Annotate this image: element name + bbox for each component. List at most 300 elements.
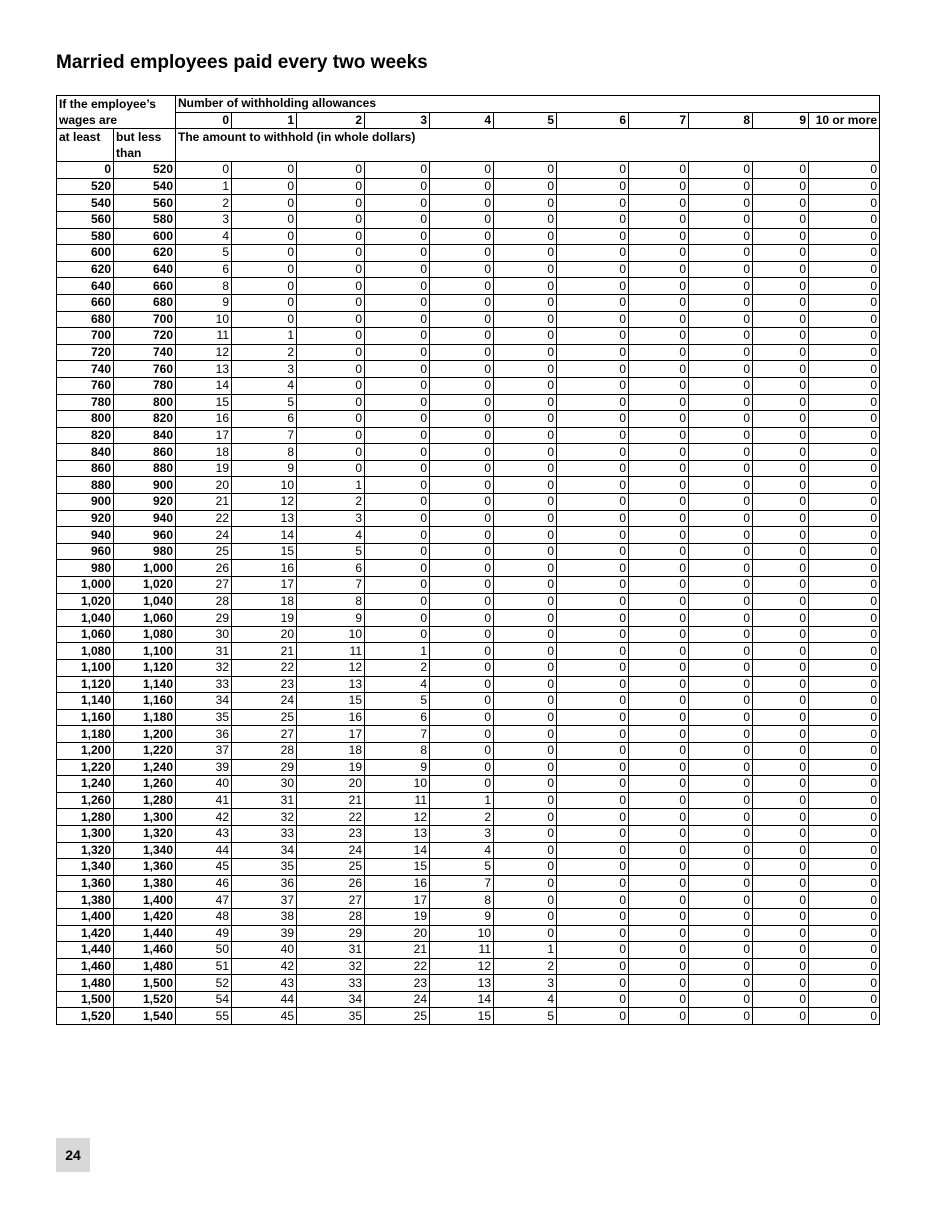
withholding-amount: 38 [232, 908, 297, 925]
withholding-amount: 0 [297, 411, 365, 428]
withholding-amount: 0 [297, 344, 365, 361]
withholding-amount: 0 [809, 494, 880, 511]
withholding-amount: 5 [297, 543, 365, 560]
withholding-amount: 0 [753, 494, 809, 511]
withholding-amount: 8 [297, 593, 365, 610]
wage-at-least: 560 [57, 211, 114, 228]
withholding-amount: 0 [557, 626, 629, 643]
table-row [57, 958, 880, 975]
withholding-amount: 0 [494, 494, 557, 511]
withholding-amount: 0 [753, 245, 809, 262]
withholding-amount: 26 [176, 560, 232, 577]
withholding-amount: 0 [430, 494, 494, 511]
withholding-amount: 27 [176, 577, 232, 594]
withholding-amount: 11 [365, 792, 430, 809]
table-row [57, 709, 880, 726]
withholding-amount: 8 [430, 892, 494, 909]
withholding-amount: 0 [557, 593, 629, 610]
withholding-amount: 0 [753, 294, 809, 311]
withholding-amount: 0 [629, 709, 689, 726]
withholding-amount: 0 [753, 261, 809, 278]
withholding-amount: 0 [557, 361, 629, 378]
table-row [57, 577, 880, 594]
withholding-amount: 0 [494, 261, 557, 278]
withholding-amount: 0 [430, 726, 494, 743]
withholding-amount: 4 [176, 228, 232, 245]
withholding-amount: 0 [232, 294, 297, 311]
withholding-amount: 23 [297, 825, 365, 842]
withholding-amount: 0 [365, 477, 430, 494]
withholding-amount: 0 [494, 842, 557, 859]
withholding-amount: 18 [176, 444, 232, 461]
table-row [57, 444, 880, 461]
withholding-amount: 8 [176, 278, 232, 295]
withholding-amount: 27 [297, 892, 365, 909]
withholding-amount: 0 [629, 328, 689, 345]
withholding-amount: 15 [176, 394, 232, 411]
withholding-amount: 0 [430, 211, 494, 228]
withholding-amount: 0 [753, 411, 809, 428]
withholding-amount: 0 [753, 460, 809, 477]
withholding-amount: 0 [809, 344, 880, 361]
wage-at-least: 780 [57, 394, 114, 411]
withholding-amount: 32 [297, 958, 365, 975]
table-row [57, 925, 880, 942]
withholding-amount: 0 [753, 643, 809, 660]
withholding-amount: 0 [629, 875, 689, 892]
withholding-amount: 0 [494, 394, 557, 411]
wage-but-less-than: 1,500 [114, 975, 176, 992]
withholding-amount: 0 [297, 460, 365, 477]
withholding-amount: 0 [689, 842, 753, 859]
withholding-amount: 0 [809, 294, 880, 311]
withholding-amount: 9 [430, 908, 494, 925]
withholding-amount: 3 [176, 211, 232, 228]
withholding-amount: 0 [297, 245, 365, 262]
withholding-amount: 0 [297, 328, 365, 345]
withholding-amount: 0 [557, 494, 629, 511]
withholding-amount: 0 [809, 593, 880, 610]
withholding-amount: 0 [809, 195, 880, 212]
withholding-amount: 0 [689, 543, 753, 560]
withholding-amount: 0 [753, 377, 809, 394]
withholding-amount: 0 [809, 942, 880, 959]
wage-but-less-than: 580 [114, 211, 176, 228]
withholding-amount: 6 [232, 411, 297, 428]
table-row [57, 162, 880, 179]
wage-at-least: 600 [57, 245, 114, 262]
withholding-amount: 0 [557, 162, 629, 179]
withholding-amount: 6 [176, 261, 232, 278]
withholding-amount: 0 [753, 859, 809, 876]
withholding-amount: 36 [232, 875, 297, 892]
withholding-amount: 0 [629, 560, 689, 577]
withholding-amount: 0 [809, 543, 880, 560]
withholding-amount: 0 [494, 875, 557, 892]
withholding-amount: 0 [629, 942, 689, 959]
table-row [57, 328, 880, 345]
wage-but-less-than: 1,220 [114, 742, 176, 759]
withholding-amount: 0 [494, 411, 557, 428]
withholding-amount: 23 [232, 676, 297, 693]
withholding-amount: 0 [430, 294, 494, 311]
withholding-amount: 31 [232, 792, 297, 809]
withholding-amount: 42 [176, 809, 232, 826]
withholding-amount: 0 [753, 610, 809, 627]
table-row [57, 261, 880, 278]
wage-but-less-than: 1,380 [114, 875, 176, 892]
withholding-amount: 3 [297, 510, 365, 527]
withholding-amount: 21 [232, 643, 297, 660]
withholding-amount: 0 [494, 709, 557, 726]
wage-at-least: 720 [57, 344, 114, 361]
withholding-amount: 2 [430, 809, 494, 826]
withholding-amount: 25 [232, 709, 297, 726]
withholding-amount: 0 [629, 792, 689, 809]
withholding-amount: 0 [629, 925, 689, 942]
wage-at-least: 1,360 [57, 875, 114, 892]
withholding-amount: 0 [494, 792, 557, 809]
wage-at-least: 1,120 [57, 676, 114, 693]
withholding-amount: 2 [365, 660, 430, 677]
withholding-amount: 0 [494, 577, 557, 594]
withholding-amount: 0 [809, 610, 880, 627]
withholding-amount: 0 [753, 925, 809, 942]
withholding-amount: 0 [809, 510, 880, 527]
withholding-amount: 0 [689, 792, 753, 809]
withholding-amount: 0 [689, 195, 753, 212]
withholding-amount: 14 [430, 991, 494, 1008]
withholding-amount: 0 [430, 759, 494, 776]
withholding-amount: 28 [232, 742, 297, 759]
withholding-amount: 0 [557, 228, 629, 245]
withholding-amount: 9 [365, 759, 430, 776]
withholding-amount: 0 [365, 311, 430, 328]
withholding-amount: 0 [557, 660, 629, 677]
withholding-amount: 0 [753, 278, 809, 295]
withholding-amount: 14 [365, 842, 430, 859]
withholding-amount: 0 [753, 178, 809, 195]
withholding-amount: 22 [232, 660, 297, 677]
withholding-amount: 0 [365, 344, 430, 361]
table-row [57, 742, 880, 759]
withholding-amount: 0 [689, 660, 753, 677]
withholding-amount: 0 [629, 809, 689, 826]
withholding-amount: 17 [297, 726, 365, 743]
withholding-amount: 0 [232, 195, 297, 212]
withholding-amount: 23 [365, 975, 430, 992]
wage-at-least: 1,420 [57, 925, 114, 942]
withholding-amount: 13 [297, 676, 365, 693]
allowance-column-header: 9 [753, 112, 809, 129]
withholding-amount: 0 [365, 444, 430, 461]
withholding-amount: 0 [297, 211, 365, 228]
withholding-amount: 0 [689, 709, 753, 726]
withholding-amount: 17 [232, 577, 297, 594]
allowance-column-header: 3 [365, 112, 430, 129]
withholding-amount: 0 [232, 228, 297, 245]
withholding-amount: 22 [297, 809, 365, 826]
table-row [57, 543, 880, 560]
allowance-column-header: 5 [494, 112, 557, 129]
table-row [57, 361, 880, 378]
wage-at-least: 1,400 [57, 908, 114, 925]
withholding-amount: 0 [494, 726, 557, 743]
withholding-amount: 0 [629, 643, 689, 660]
withholding-amount: 0 [494, 660, 557, 677]
wage-but-less-than: 1,160 [114, 693, 176, 710]
wage-but-less-than: 660 [114, 278, 176, 295]
withholding-amount: 0 [689, 726, 753, 743]
withholding-amount: 11 [430, 942, 494, 959]
withholding-amount: 0 [365, 178, 430, 195]
table-row [57, 294, 880, 311]
withholding-amount: 0 [753, 477, 809, 494]
withholding-amount: 0 [689, 577, 753, 594]
withholding-amount: 43 [176, 825, 232, 842]
withholding-amount: 0 [232, 245, 297, 262]
withholding-amount: 0 [629, 759, 689, 776]
withholding-amount: 0 [629, 908, 689, 925]
withholding-amount: 0 [629, 460, 689, 477]
withholding-amount: 0 [809, 527, 880, 544]
table-row [57, 842, 880, 859]
withholding-amount: 0 [494, 477, 557, 494]
withholding-amount: 0 [809, 726, 880, 743]
withholding-amount: 0 [753, 693, 809, 710]
withholding-amount: 0 [753, 660, 809, 677]
wage-but-less-than: 940 [114, 510, 176, 527]
withholding-amount: 0 [809, 577, 880, 594]
withholding-amount: 0 [809, 626, 880, 643]
withholding-amount: 0 [430, 178, 494, 195]
withholding-amount: 0 [557, 610, 629, 627]
table-row [57, 178, 880, 195]
withholding-amount: 18 [232, 593, 297, 610]
withholding-amount: 0 [365, 162, 430, 179]
wage-at-least: 880 [57, 477, 114, 494]
withholding-amount: 39 [176, 759, 232, 776]
withholding-amount: 0 [809, 643, 880, 660]
withholding-amount: 0 [629, 776, 689, 793]
withholding-amount: 0 [629, 742, 689, 759]
withholding-amount: 31 [297, 942, 365, 959]
table-row [57, 908, 880, 925]
withholding-amount: 0 [629, 361, 689, 378]
withholding-amount: 0 [689, 245, 753, 262]
withholding-amount: 0 [689, 560, 753, 577]
wage-at-least: 520 [57, 178, 114, 195]
withholding-amount: 0 [753, 543, 809, 560]
withholding-amount: 0 [629, 676, 689, 693]
withholding-amount: 0 [629, 626, 689, 643]
withholding-amount: 16 [297, 709, 365, 726]
withholding-amount: 10 [297, 626, 365, 643]
withholding-amount: 0 [494, 510, 557, 527]
withholding-amount: 4 [430, 842, 494, 859]
withholding-amount: 0 [430, 709, 494, 726]
withholding-amount: 0 [494, 643, 557, 660]
withholding-amount: 0 [753, 162, 809, 179]
withholding-amount: 0 [494, 626, 557, 643]
withholding-amount: 0 [753, 809, 809, 826]
wage-at-least: 680 [57, 311, 114, 328]
withholding-amount: 0 [557, 278, 629, 295]
withholding-amount: 0 [689, 411, 753, 428]
withholding-amount: 13 [430, 975, 494, 992]
wage-at-least: 1,520 [57, 1008, 114, 1025]
wage-at-least: 1,000 [57, 577, 114, 594]
withholding-amount: 0 [629, 991, 689, 1008]
wage-but-less-than: 1,200 [114, 726, 176, 743]
withholding-amount: 49 [176, 925, 232, 942]
wage-at-least: 540 [57, 195, 114, 212]
withholding-amount: 0 [689, 809, 753, 826]
wage-but-less-than: 1,300 [114, 809, 176, 826]
withholding-amount: 0 [557, 427, 629, 444]
withholding-amount: 0 [689, 344, 753, 361]
withholding-amount: 0 [557, 742, 629, 759]
withholding-amount: 0 [494, 311, 557, 328]
withholding-amount: 0 [753, 991, 809, 1008]
withholding-amount: 0 [365, 245, 430, 262]
withholding-amount: 0 [557, 195, 629, 212]
withholding-amount: 0 [809, 792, 880, 809]
withholding-amount: 3 [232, 361, 297, 378]
table-row [57, 610, 880, 627]
withholding-amount: 0 [689, 991, 753, 1008]
withholding-amount: 2 [232, 344, 297, 361]
wage-but-less-than: 1,340 [114, 842, 176, 859]
withholding-amount: 0 [365, 626, 430, 643]
withholding-amount: 46 [176, 875, 232, 892]
allowance-column-header: 10 or more [809, 112, 880, 129]
withholding-amount: 0 [297, 394, 365, 411]
withholding-amount: 0 [557, 825, 629, 842]
withholding-amount: 0 [365, 278, 430, 295]
withholding-amount: 0 [689, 925, 753, 942]
withholding-amount: 15 [365, 859, 430, 876]
withholding-amount: 0 [557, 311, 629, 328]
at-least-label: at least [57, 129, 114, 162]
withholding-amount: 0 [629, 261, 689, 278]
withholding-amount: 0 [430, 411, 494, 428]
table-row [57, 809, 880, 826]
withholding-amount: 0 [629, 958, 689, 975]
withholding-amount: 0 [629, 610, 689, 627]
withholding-amount: 0 [297, 311, 365, 328]
withholding-amount: 8 [232, 444, 297, 461]
table-row [57, 427, 880, 444]
withholding-amount: 0 [809, 742, 880, 759]
withholding-amount: 35 [232, 859, 297, 876]
withholding-amount: 0 [809, 328, 880, 345]
wage-at-least: 1,060 [57, 626, 114, 643]
withholding-amount: 0 [629, 278, 689, 295]
withholding-amount: 0 [176, 162, 232, 179]
wage-but-less-than: 1,280 [114, 792, 176, 809]
wage-at-least: 800 [57, 411, 114, 428]
withholding-amount: 0 [629, 825, 689, 842]
table-row [57, 660, 880, 677]
withholding-amount: 0 [557, 460, 629, 477]
withholding-amount: 19 [297, 759, 365, 776]
withholding-amount: 0 [809, 361, 880, 378]
withholding-amount: 17 [176, 427, 232, 444]
withholding-amount: 0 [809, 676, 880, 693]
withholding-amount: 0 [809, 776, 880, 793]
withholding-amount: 2 [176, 195, 232, 212]
withholding-amount: 0 [689, 942, 753, 959]
withholding-amount: 0 [494, 344, 557, 361]
table-row [57, 776, 880, 793]
withholding-amount: 0 [809, 278, 880, 295]
wage-but-less-than: 1,020 [114, 577, 176, 594]
withholding-amount: 10 [176, 311, 232, 328]
withholding-amount: 0 [809, 660, 880, 677]
withholding-amount: 1 [297, 477, 365, 494]
wage-but-less-than: 1,100 [114, 643, 176, 660]
withholding-amount: 0 [809, 925, 880, 942]
withholding-amount: 26 [297, 875, 365, 892]
withholding-amount: 0 [557, 294, 629, 311]
withholding-amount: 0 [297, 294, 365, 311]
wage-at-least: 1,380 [57, 892, 114, 909]
withholding-amount: 0 [629, 411, 689, 428]
withholding-amount: 0 [494, 809, 557, 826]
wage-but-less-than: 840 [114, 427, 176, 444]
wage-but-less-than: 1,180 [114, 709, 176, 726]
withholding-amount: 29 [297, 925, 365, 942]
wage-but-less-than: 1,360 [114, 859, 176, 876]
withholding-amount: 0 [753, 626, 809, 643]
wage-but-less-than: 980 [114, 543, 176, 560]
withholding-amount: 35 [297, 1008, 365, 1025]
withholding-amount: 0 [365, 361, 430, 378]
withholding-amount: 0 [753, 875, 809, 892]
withholding-amount: 0 [430, 543, 494, 560]
withholding-amount: 0 [753, 776, 809, 793]
page-title: Married employees paid every two weeks [56, 52, 428, 73]
withholding-amount: 50 [176, 942, 232, 959]
allowance-column-header: 0 [176, 112, 232, 129]
withholding-amount: 24 [297, 842, 365, 859]
withholding-amount: 55 [176, 1008, 232, 1025]
withholding-amount: 0 [430, 377, 494, 394]
withholding-amount: 0 [430, 344, 494, 361]
table-row [57, 942, 880, 959]
withholding-amount: 0 [365, 211, 430, 228]
wage-at-least: 760 [57, 377, 114, 394]
withholding-amount: 1 [430, 792, 494, 809]
withholding-amount: 0 [365, 328, 430, 345]
withholding-amount: 0 [689, 460, 753, 477]
withholding-amount: 0 [689, 1008, 753, 1025]
withholding-amount: 7 [232, 427, 297, 444]
allowance-column-header: 1 [232, 112, 297, 129]
withholding-amount: 8 [365, 742, 430, 759]
withholding-amount: 0 [753, 527, 809, 544]
wage-at-least: 660 [57, 294, 114, 311]
withholding-amount: 0 [809, 477, 880, 494]
withholding-amount: 0 [629, 427, 689, 444]
withholding-amount: 0 [557, 1008, 629, 1025]
withholding-amount: 0 [809, 560, 880, 577]
withholding-amount: 0 [629, 892, 689, 909]
withholding-amount: 0 [753, 759, 809, 776]
wage-but-less-than: 1,240 [114, 759, 176, 776]
withholding-amount: 40 [176, 776, 232, 793]
